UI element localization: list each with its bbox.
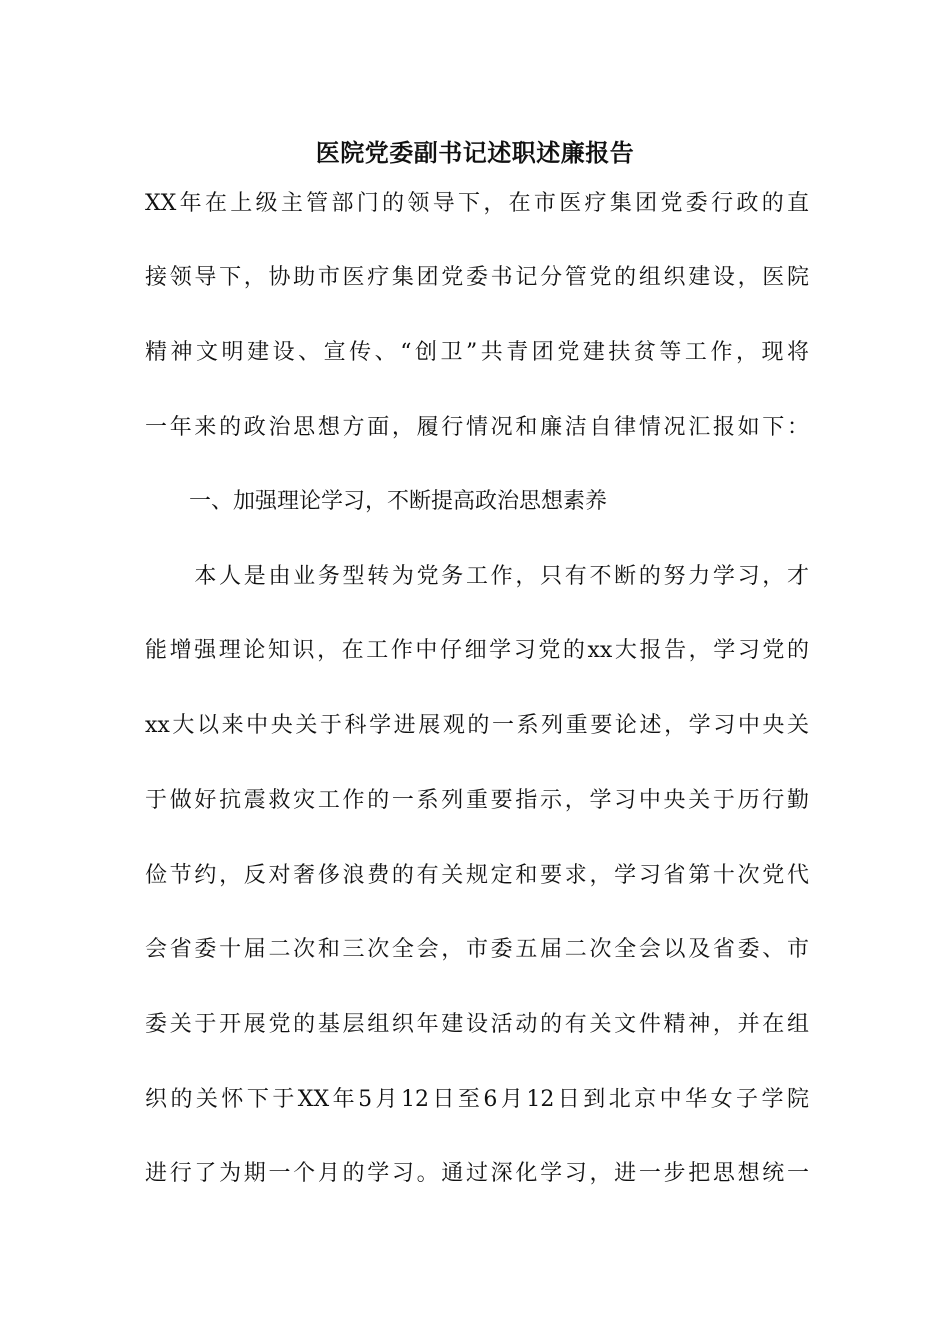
- paragraph-line-13: 进行了为期一个月的学习。通过深化学习，进一步把思想统一: [145, 1161, 809, 1186]
- paragraph-line-1: XX年在上级主管部门的领导下，在市医疗集团党委行政的直: [145, 191, 809, 216]
- paragraph-line-12: 织的关怀下于XX年5月12日至6月12日到北京中华女子学院: [145, 1087, 809, 1112]
- paragraph-line-10: 会省委十届二次和三次全会，市委五届二次全会以及省委、市: [145, 937, 809, 962]
- paragraph-line-4: 一年来的政治思想方面，履行情况和廉洁自律情况汇报如下：: [145, 415, 809, 440]
- paragraph-line-7: xx大以来中央关于科学进展观的一系列重要论述，学习中央关: [145, 713, 809, 738]
- document-title: 医院党委副书记述职述廉报告: [315, 138, 635, 167]
- section-heading-1: 一、加强理论学习，不断提高政治思想素养: [145, 489, 608, 514]
- paragraph-line-6: 能增强理论知识，在工作中仔细学习党的xx大报告，学习党的: [145, 638, 809, 663]
- paragraph-line-5: 本人是由业务型转为党务工作，只有不断的努力学习，才: [145, 564, 809, 589]
- paragraph-line-8: 于做好抗震救灾工作的一系列重要指示，学习中央关于历行勤: [145, 788, 809, 813]
- paragraph-line-11: 委关于开展党的基层组织年建设活动的有关文件精神，并在组: [145, 1012, 809, 1037]
- paragraph-line-2: 接领导下，协助市医疗集团党委书记分管党的组织建设，医院: [145, 265, 809, 290]
- paragraph-line-3: 精神文明建设、宣传、“创卫”共青团党建扶贫等工作，现将: [145, 340, 809, 365]
- paragraph-line-9: 俭节约，反对奢侈浪费的有关规定和要求，学习省第十次党代: [145, 863, 809, 888]
